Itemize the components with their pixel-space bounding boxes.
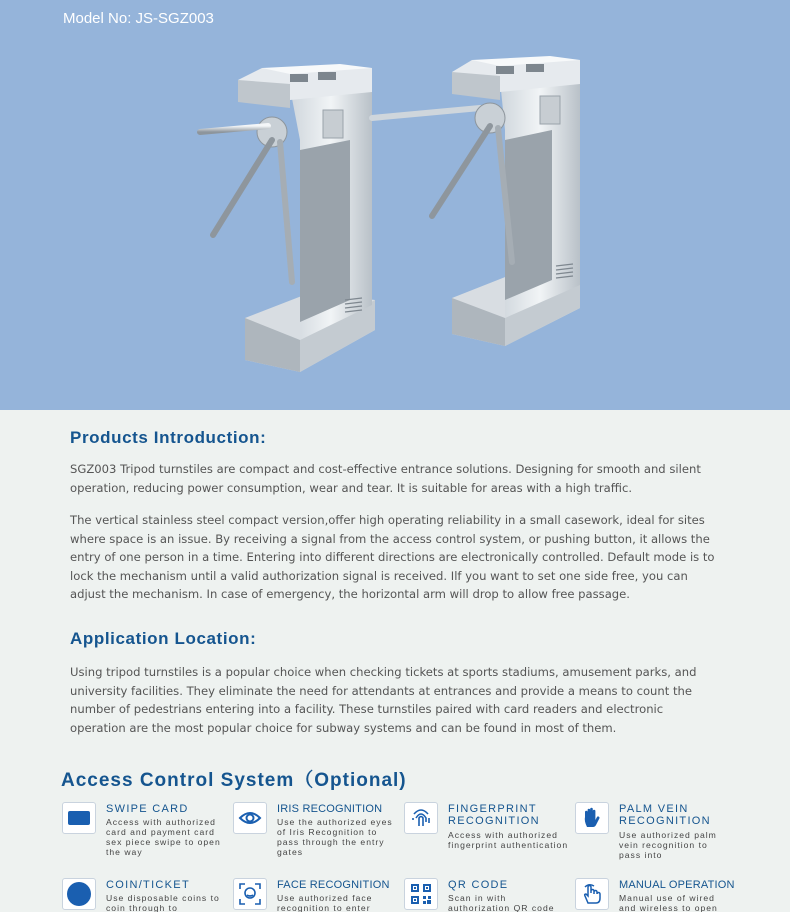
feature-desc: Use disposable coins to coin through to [106, 893, 220, 912]
access-control-heading: Access Control System（Optional) [61, 770, 407, 791]
eye-icon [233, 802, 267, 834]
turnstile-unit-right [432, 56, 580, 346]
product-hero [0, 0, 790, 410]
hand-pointer-icon [575, 878, 609, 910]
turnstile-unit-left [200, 64, 375, 372]
feature-desc: Use the authorized eyes of Iris Recognition to pass through the entry gates [277, 817, 393, 857]
feature-title: IRIS RECOGNITION [277, 803, 383, 815]
qr-code-icon [404, 878, 438, 910]
application-location-heading: Application Location: [70, 629, 257, 648]
feature-title: FACE RECOGNITION [277, 879, 390, 891]
card-icon [62, 802, 96, 834]
face-icon [233, 878, 267, 910]
intro-paragraph-2: The vertical stainless steel compact version,offer high operating reliability in a small casework, ideal for sites where space is an issue. By receiving a signal from the access control system, or pushing button, it allows the entry of one person in a time. Entering into different directions are electronically controlled. Default mode is to lock the mechanism until a valid authorization signal is received. Ilf you want to set one side free, you can adjust the mechanism. In case of emergency, the horizontal arm will drop to allow free passage. [70, 513, 715, 601]
products-introduction-heading: Products Introduction: [70, 428, 267, 447]
feature-desc: Access with authorized card and payment card sex piece swipe to open the way [106, 817, 221, 857]
fingerprint-icon [404, 802, 438, 834]
turnstile-product-image [0, 0, 790, 410]
feature-desc: Access with authorized fingerprint authentication [448, 830, 569, 850]
coin-icon [62, 878, 96, 910]
feature-title: QR CODE [448, 879, 509, 891]
feature-title: COIN/TICKET [106, 879, 190, 891]
application-paragraph: Using tripod turnstiles is a popular choice when checking tickets at sports stadiums, amusement parks, and university facilities. They eliminate the need for attendants at entrances and provide a means to count the number of pedestrians entering into a facility. These turnstiles paired with card readers and electronic operation are the most popular choice for subway systems and can be found in most of them. [70, 665, 697, 735]
feature-title: PALM VEIN RECOGNITION [619, 803, 711, 827]
palm-icon [575, 802, 609, 834]
feature-title: FINGERPRINT RECOGNITION [448, 803, 540, 827]
feature-desc: Use authorized face recognition to enter [277, 893, 373, 912]
intro-paragraph-1: SGZ003 Tripod turnstiles are compact and cost-effective entrance solutions. Designing for smooth and silent operation, reducing power consumption, wear and tear. It is suitable for areas with a high traffic. [70, 462, 701, 495]
feature-title: SWIPE CARD [106, 803, 189, 815]
model-number: Model No: JS-SGZ003 [63, 10, 214, 27]
feature-desc: Scan in with authorization QR code [448, 893, 555, 912]
feature-desc: Manual use of wired and wireless to open [619, 893, 718, 912]
feature-title: MANUAL OPERATION [619, 879, 735, 891]
feature-desc: Use authorized palm vein recognition to pass into [619, 830, 717, 860]
